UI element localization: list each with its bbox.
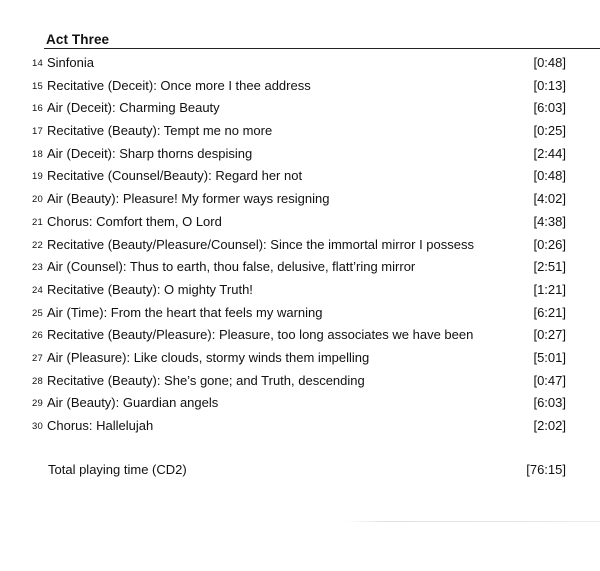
track-title: Recitative (Beauty/Pleasure): Pleasure, too long associates we have been (47, 327, 474, 343)
track-duration: [6:21] (533, 304, 566, 320)
track-number: 27 (32, 352, 43, 364)
track-duration: [2:02] (533, 418, 566, 433)
track-row (0, 78, 600, 101)
track-title: Sinfonia (47, 55, 94, 70)
track-number: 15 (32, 80, 43, 92)
track-title: Recitative (Deceit): Once more I thee address (47, 77, 311, 93)
track-number: 21 (32, 216, 43, 228)
track-number: 25 (32, 307, 43, 319)
track-row (0, 327, 600, 350)
track-duration: [4:02] (533, 191, 566, 207)
track-title: Chorus: Comfort them, O Lord (47, 213, 222, 229)
track-duration: [6:03] (533, 100, 566, 116)
track-title: Air (Beauty): Guardian angels (47, 395, 219, 411)
track-row (0, 237, 600, 260)
track-title: Air (Deceit): Sharp thorns despising (47, 145, 253, 161)
track-row (0, 214, 600, 237)
track-number: 17 (32, 126, 43, 138)
track-row (0, 373, 600, 396)
track-duration: [2:51] (533, 259, 566, 275)
track-duration: [6:03] (533, 395, 566, 411)
track-number: 26 (32, 330, 43, 342)
track-title: Recitative (Counsel/Beauty): Regard her not (47, 168, 303, 184)
track-number: 20 (32, 194, 43, 206)
track-number: 23 (32, 262, 43, 274)
track-number: 16 (32, 103, 43, 115)
total-duration: [76:15] (526, 462, 566, 477)
track-list (0, 55, 600, 441)
total-label: Total playing time (CD2) (48, 462, 187, 477)
track-duration: [0:48] (533, 168, 566, 184)
section-title: Act Three (46, 32, 110, 47)
track-duration: [2:44] (533, 145, 566, 161)
track-number: 18 (32, 148, 43, 160)
track-number: 14 (32, 58, 43, 69)
track-duration: [0:27] (533, 327, 566, 343)
track-title: Chorus: Hallelujah (47, 418, 154, 433)
track-row (0, 55, 600, 78)
track-title: Air (Pleasure): Like clouds, stormy winds them impelling (47, 349, 370, 365)
track-row (0, 146, 600, 169)
track-duration: [1:21] (533, 281, 566, 297)
track-title: Recitative (Beauty): O mighty Truth! (47, 281, 253, 297)
track-title: Air (Beauty): Pleasure! My former ways resigning (47, 191, 330, 207)
track-title: Air (Time): From the heart that feels my warning (47, 304, 323, 320)
track-row (0, 100, 600, 123)
track-duration: [0:48] (533, 55, 566, 70)
track-duration: [5:01] (533, 349, 566, 365)
track-row (0, 350, 600, 373)
track-duration: [4:38] (533, 213, 566, 229)
paper-crease-divider (345, 521, 600, 522)
track-number: 29 (32, 398, 43, 410)
track-row (0, 123, 600, 146)
track-row (0, 191, 600, 214)
track-duration: [0:26] (533, 236, 566, 252)
total-row (0, 462, 600, 482)
track-row (0, 282, 600, 305)
track-title: Air (Counsel): Thus to earth, thou false, delusive, flatt’ring mirror (47, 259, 416, 275)
track-row (0, 259, 600, 282)
track-title: Recitative (Beauty/Pleasure/Counsel): Since the immortal mirror I possess (47, 236, 474, 252)
track-row (0, 168, 600, 191)
section-header (44, 30, 600, 49)
track-number: 30 (32, 421, 43, 432)
track-duration: [0:13] (533, 77, 566, 93)
track-row (0, 305, 600, 328)
track-title: Air (Deceit): Charming Beauty (47, 100, 220, 116)
track-duration: [0:47] (533, 372, 566, 388)
track-number: 22 (32, 239, 43, 251)
track-number: 28 (32, 375, 43, 387)
track-row (0, 395, 600, 418)
track-title: Recitative (Beauty): She’s gone; and Truth, descending (47, 372, 365, 388)
track-number: 19 (32, 171, 43, 183)
track-duration: [0:25] (533, 123, 566, 139)
track-title: Recitative (Beauty): Tempt me no more (47, 123, 273, 139)
track-number: 24 (32, 284, 43, 296)
track-row (0, 418, 600, 441)
